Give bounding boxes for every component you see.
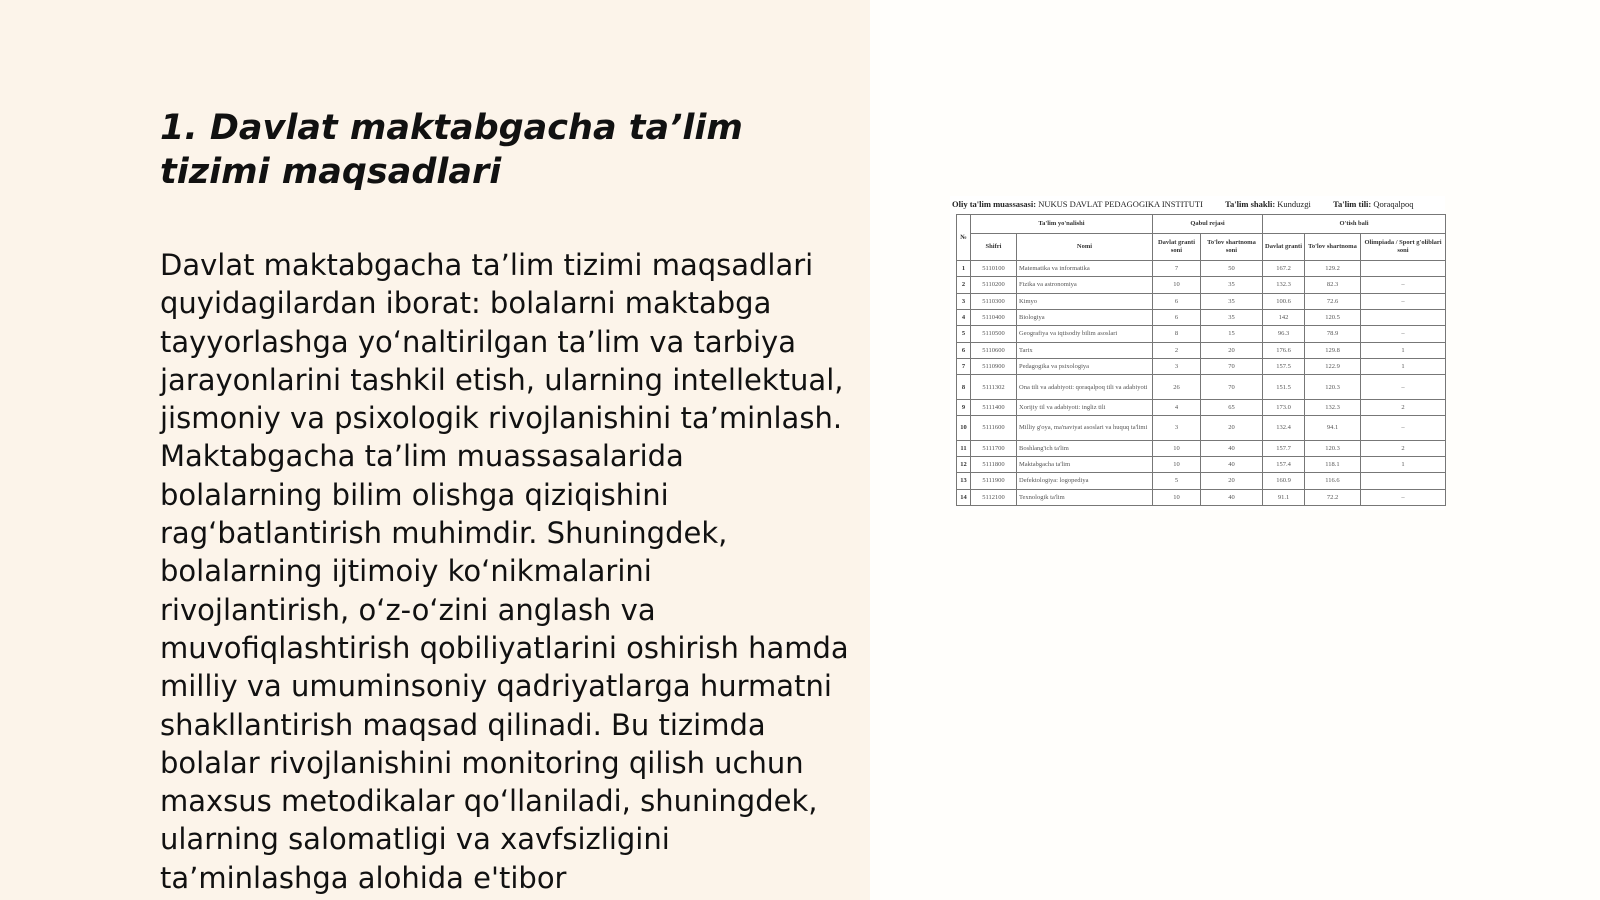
study-form-value: Kunduzgi — [1277, 199, 1311, 209]
program-code: 5110900 — [971, 358, 1017, 374]
program-name: Texnologik ta'lim — [1017, 489, 1153, 505]
contract-score: 78.9 — [1305, 326, 1361, 342]
table-row — [957, 399, 1446, 415]
table-row — [957, 473, 1446, 489]
grant-score: 160.9 — [1263, 473, 1305, 489]
olympiad-count — [1361, 261, 1446, 277]
program-code: 5110400 — [971, 309, 1017, 325]
grant-count: 3 — [1153, 358, 1201, 374]
grant-score: 157.5 — [1263, 358, 1305, 374]
row-number: 4 — [957, 309, 971, 325]
program-name: Xorijiy til va adabiyoti: ingliz tili — [1017, 399, 1153, 415]
grant-score: 157.7 — [1263, 440, 1305, 456]
olympiad-count: – — [1361, 277, 1446, 293]
program-name: Matematika va informatika — [1017, 261, 1153, 277]
program-code: 5110600 — [971, 342, 1017, 358]
grant-score: 132.4 — [1263, 416, 1305, 441]
contract-count: 20 — [1201, 342, 1263, 358]
olympiad-count: – — [1361, 375, 1446, 400]
contract-count: 20 — [1201, 416, 1263, 441]
table-row — [957, 293, 1446, 309]
column-grant-score: Davlat granti — [1263, 234, 1305, 261]
contract-score: 72.6 — [1305, 293, 1361, 309]
grant-count: 6 — [1153, 293, 1201, 309]
program-name: Kimyo — [1017, 293, 1153, 309]
olympiad-count: – — [1361, 416, 1446, 441]
institution-label: Oliy ta'lim muassasasi: — [952, 199, 1037, 209]
row-number: 12 — [957, 456, 971, 472]
olympiad-count: 2 — [1361, 440, 1446, 456]
program-code: 5111700 — [971, 440, 1017, 456]
row-number: 1 — [957, 261, 971, 277]
column-number: № — [957, 215, 971, 261]
grant-score: 173.0 — [1263, 399, 1305, 415]
olympiad-count: – — [1361, 489, 1446, 505]
program-name: Fizika va astronomiya — [1017, 277, 1153, 293]
group-header-direction: Ta'lim yo'nalishi — [971, 215, 1153, 234]
table-row — [957, 456, 1446, 472]
grant-count: 7 — [1153, 261, 1201, 277]
row-number: 8 — [957, 375, 971, 400]
program-code: 5111800 — [971, 456, 1017, 472]
contract-count: 35 — [1201, 309, 1263, 325]
contract-count: 40 — [1201, 456, 1263, 472]
column-grant-count: Davlat granti soni — [1153, 234, 1201, 261]
row-number: 14 — [957, 489, 971, 505]
grant-score: 142 — [1263, 309, 1305, 325]
document-header — [952, 197, 1442, 211]
program-name: Milliy g'oya, ma'naviyat asoslari va huquq ta'limi — [1017, 416, 1153, 441]
grant-count: 8 — [1153, 326, 1201, 342]
contract-score: 120.3 — [1305, 440, 1361, 456]
table-row — [957, 416, 1446, 441]
column-code: Shifri — [971, 234, 1017, 261]
group-header-admission: Qabul rejasi — [1153, 215, 1263, 234]
contract-count: 35 — [1201, 293, 1263, 309]
grant-count: 10 — [1153, 440, 1201, 456]
table-row — [957, 375, 1446, 400]
grant-count: 10 — [1153, 489, 1201, 505]
contract-score: 120.3 — [1305, 375, 1361, 400]
contract-count: 40 — [1201, 489, 1263, 505]
olympiad-count: – — [1361, 293, 1446, 309]
grant-score: 157.4 — [1263, 456, 1305, 472]
table-row — [957, 261, 1446, 277]
program-name: Boshlang'ich ta'lim — [1017, 440, 1153, 456]
table-row — [957, 309, 1446, 325]
program-code: 5110200 — [971, 277, 1017, 293]
institution-value: NUKUS DAVLAT PEDAGOGIKA INSTITUTI — [1038, 199, 1203, 209]
program-name: Pedagogika va psixologiya — [1017, 358, 1153, 374]
row-number: 2 — [957, 277, 971, 293]
program-code: 5111302 — [971, 375, 1017, 400]
grant-score: 132.3 — [1263, 277, 1305, 293]
program-code: 5111900 — [971, 473, 1017, 489]
contract-score: 122.9 — [1305, 358, 1361, 374]
group-header-passing-score: O'tish bali — [1263, 215, 1446, 234]
table-row — [957, 342, 1446, 358]
contract-count: 50 — [1201, 261, 1263, 277]
row-number: 7 — [957, 358, 971, 374]
contract-score: 118.1 — [1305, 456, 1361, 472]
contract-count: 70 — [1201, 358, 1263, 374]
grant-score: 91.1 — [1263, 489, 1305, 505]
contract-count: 40 — [1201, 440, 1263, 456]
olympiad-count: 1 — [1361, 456, 1446, 472]
contract-count: 15 — [1201, 326, 1263, 342]
grant-score: 176.6 — [1263, 342, 1305, 358]
program-name: Maktabgacha ta'lim — [1017, 456, 1153, 472]
grant-count: 10 — [1153, 277, 1201, 293]
grant-score: 167.2 — [1263, 261, 1305, 277]
contract-score: 82.3 — [1305, 277, 1361, 293]
olympiad-count: 2 — [1361, 399, 1446, 415]
row-number: 11 — [957, 440, 971, 456]
row-number: 10 — [957, 416, 971, 441]
column-olympiad: Olimpiada / Sport g'oliblari soni — [1361, 234, 1446, 261]
program-name: Geografiya va iqtisodiy bilim asoslari — [1017, 326, 1153, 342]
column-contract-score: To'lov shartnoma — [1305, 234, 1361, 261]
program-name: Defektologiya: logopediya — [1017, 473, 1153, 489]
olympiad-count: – — [1361, 326, 1446, 342]
program-code: 5112100 — [971, 489, 1017, 505]
row-number: 13 — [957, 473, 971, 489]
contract-score: 94.1 — [1305, 416, 1361, 441]
contract-score: 72.2 — [1305, 489, 1361, 505]
program-name: Tarix — [1017, 342, 1153, 358]
grant-score: 100.6 — [1263, 293, 1305, 309]
contract-count: 20 — [1201, 473, 1263, 489]
program-name: Ona tili va adabiyoti: qoraqalpoq tili va adabiyoti — [1017, 375, 1153, 400]
grant-count: 2 — [1153, 342, 1201, 358]
contract-score: 132.3 — [1305, 399, 1361, 415]
grant-count: 10 — [1153, 456, 1201, 472]
olympiad-count — [1361, 473, 1446, 489]
contract-score: 120.5 — [1305, 309, 1361, 325]
grant-count: 5 — [1153, 473, 1201, 489]
contract-count: 65 — [1201, 399, 1263, 415]
program-code: 5111400 — [971, 399, 1017, 415]
grant-count: 6 — [1153, 309, 1201, 325]
study-form-label: Ta'lim shakli: — [1225, 199, 1276, 209]
olympiad-count: 1 — [1361, 342, 1446, 358]
admission-table-image — [950, 196, 1445, 510]
contract-score: 116.6 — [1305, 473, 1361, 489]
program-code: 5110100 — [971, 261, 1017, 277]
contract-score: 129.8 — [1305, 342, 1361, 358]
row-number: 9 — [957, 399, 971, 415]
program-code: 5110500 — [971, 326, 1017, 342]
program-name: Biologiya — [1017, 309, 1153, 325]
olympiad-count: 1 — [1361, 358, 1446, 374]
column-name: Nomi — [1017, 234, 1153, 261]
slide-title: 1. Davlat maktabgacha ta’lim tizimi maqsadlari — [160, 108, 743, 192]
grant-score: 151.5 — [1263, 375, 1305, 400]
table-row — [957, 358, 1446, 374]
program-code: 5110300 — [971, 293, 1017, 309]
contract-count: 70 — [1201, 375, 1263, 400]
contract-score: 129.2 — [1305, 261, 1361, 277]
row-number: 6 — [957, 342, 971, 358]
grant-score: 96.3 — [1263, 326, 1305, 342]
grant-count: 26 — [1153, 375, 1201, 400]
contract-count: 35 — [1201, 277, 1263, 293]
study-language-label: Ta'lim tili: — [1333, 199, 1372, 209]
row-number: 5 — [957, 326, 971, 342]
study-language-value: Qoraqalpoq — [1373, 199, 1414, 209]
table-row — [957, 277, 1446, 293]
admission-table — [956, 214, 1446, 506]
row-number: 3 — [957, 293, 971, 309]
table-row — [957, 489, 1446, 505]
table-row — [957, 440, 1446, 456]
grant-count: 4 — [1153, 399, 1201, 415]
table-row — [957, 326, 1446, 342]
column-contract-count: To'lov shartnoma soni — [1201, 234, 1263, 261]
grant-count: 3 — [1153, 416, 1201, 441]
slide-body-text: Davlat maktabgacha ta’lim tizimi maqsadlari quyidagilardan iborat: bolalarni maktabga tayyorlashga yo‘naltirilgan ta’lim va tarbiya jarayonlarini tashkil etish, ularning intellektual, jismoniy va psixologik rivojlanishini ta’minlash. Maktabgacha ta’lim muassasalarida bolalarning bilim olishga qiziqishini rag‘batlantirish muhimdir. Shuningdek, bolalarning ijtimoiy ko‘nikmalarini rivojlantirish, o‘z-o‘zini anglash va muvofiqlashtirish qobiliyatlarini oshirish hamda milliy va umuminsoniy qadriyatlarga hurmatni shakllantirish maqsad qilinadi. Bu tizimda bolalar rivojlanishini monitoring qilish uchun maxsus metodikalar qo‘llaniladi, shuningdek, ularning salomatligi va xavfsizligini ta’minlashga alohida e'tibor — [160, 248, 849, 895]
olympiad-count — [1361, 309, 1446, 325]
program-code: 5111600 — [971, 416, 1017, 441]
